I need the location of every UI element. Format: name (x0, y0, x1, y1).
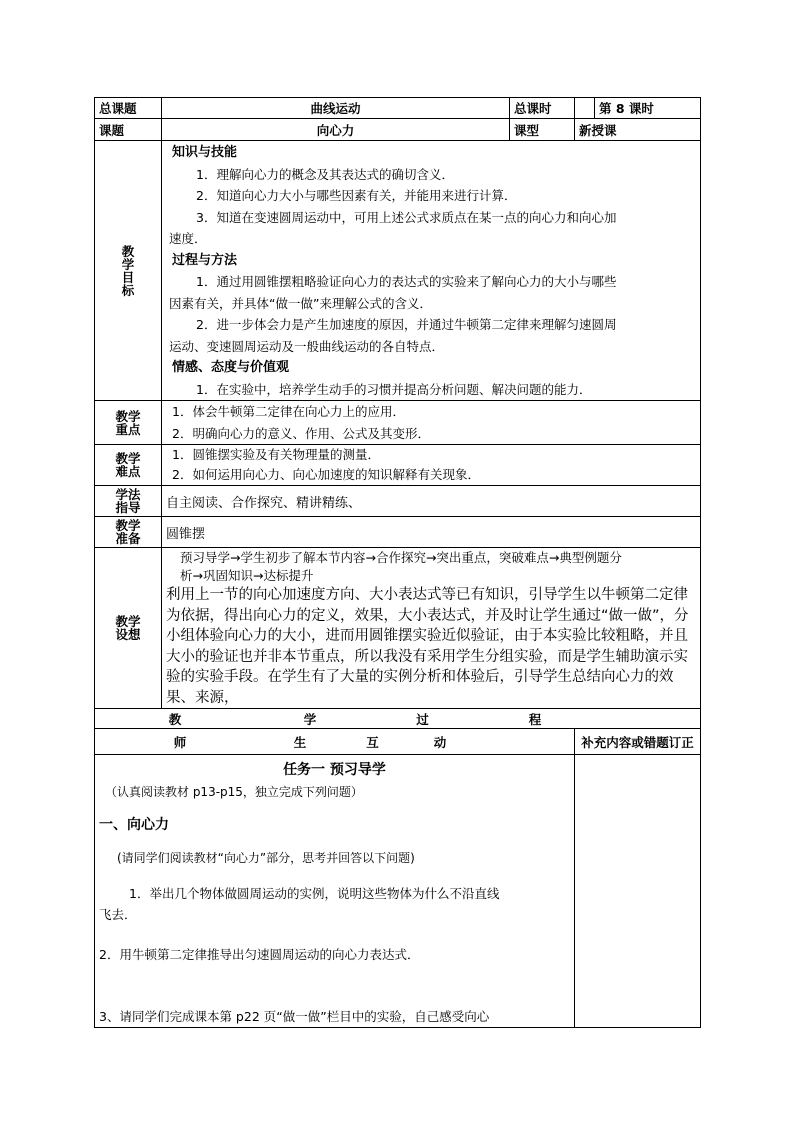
method-label-text: 学法 指导 (115, 487, 141, 515)
objective-line: 因素有关，并具体“做一做”来理解公式的含义． (169, 295, 432, 311)
objective-line: 2．知道向心力大小与哪些因素有关，并能用来进行计算． (196, 188, 517, 203)
key-points-label (95, 401, 162, 445)
objective-line: 1．理解向心力的概念及其表达式的确切含义． (196, 166, 454, 182)
supplement-area[interactable] (575, 755, 701, 1028)
process-header (95, 709, 701, 729)
prep-label (95, 517, 162, 548)
section-heading: 一、向心力 (99, 817, 169, 833)
key-point-line: 2．明确向心力的意义、作用、公式及其变形． (172, 425, 430, 441)
difficulty-line: 2．如何运用向心力、向心加速度的知识解释有关现象． (172, 467, 480, 482)
total-hours-value (575, 98, 595, 119)
question-1: 1．举出几个物体做圆周运动的实例，说明这些物体为什么不沿直线 (129, 886, 500, 901)
task-content (95, 755, 575, 1028)
objective-line: 速度． (169, 231, 207, 246)
prep-content: 圆锥摆 (162, 517, 701, 548)
process-title: 过程与方法 (172, 252, 238, 268)
objectives-label (95, 141, 162, 401)
knowledge-title: 知识与技能 (172, 145, 238, 160)
task-title: 任务一 预习导学 (283, 762, 386, 778)
supplement-header: 补充内容或错题订正 (575, 729, 701, 755)
lesson-number: 第 8 课时 (595, 98, 701, 119)
process-char: 程 (528, 711, 542, 727)
lesson-type-value: 新授课 (575, 119, 701, 141)
question-3: 3、请同学们完成课本第 p22 页“做一做”栏目中的实验，自己感受向心 (99, 1009, 490, 1024)
lesson-plan-table (94, 97, 701, 1028)
process-char: 过 (416, 711, 429, 727)
question-2: 2．用牛顿第二定律推导出匀速圆周运动的向心力表达式． (99, 947, 420, 962)
design-content (162, 548, 701, 709)
design-flow-line: 析→巩固知识→达标提升 (180, 568, 314, 583)
process-char: 学 (303, 711, 317, 727)
lesson-type-label: 课型 (510, 119, 575, 141)
objective-line: 运动、变速圆周运动及一般曲线运动的各自特点． (169, 338, 445, 354)
process-char: 教 (168, 711, 182, 727)
course-topic-label: 总课题 (95, 98, 162, 119)
course-topic-value: 曲线运动 (162, 98, 510, 119)
difficulties-label (95, 445, 162, 486)
task-note: （认真阅读教材 p13-p15，独立完成下列问题） (105, 785, 363, 799)
interaction-char: 互 (366, 734, 379, 750)
interaction-char: 师 (173, 734, 187, 750)
key-point-line: 1．体会牛顿第二定律在向心力上的应用． (172, 404, 405, 419)
interaction-char: 动 (433, 734, 447, 750)
method-label (95, 486, 162, 517)
question-1-cont: 飞去． (99, 907, 137, 922)
prep-label-text: 教学 准备 (115, 518, 141, 546)
key-points-content (162, 401, 701, 445)
lesson-topic-label: 课题 (95, 119, 162, 141)
design-paragraph: 利用上一节的向心加速度方向、大小表达式等已有知识，引导学生以牛顿第二定律为依据，得出向心力的定义，效果，大小表达式，并及时让学生通过“做一做”，分小组体验向心力的大小，进而用圆锥摆实验近似验证，由于本实验比较粗略，并且大小的验证也并非本节重点，所以我没有采用学生分组实验，而是学生辅助演示实验的实验手段。在学生有了大量的实例分析和体验后，引导学生总结向心力的效果、来源， (166, 587, 689, 706)
design-label (95, 548, 162, 709)
total-hours-label: 总课时 (510, 98, 575, 119)
method-content: 自主阅读、合作探究、精讲精练、 (162, 486, 701, 517)
objective-line: 3．知道在变速圆周运动中，可用上述公式求质点在某一点的向心力和向心加 (196, 209, 617, 225)
emotion-title: 情感、态度与价值观 (172, 360, 290, 375)
interaction-header (95, 729, 575, 755)
design-flow-line: 预习导学→学生初步了解本节内容→合作探究→突出重点，突破难点→典型例题分 (180, 550, 622, 565)
difficulties-label-text: 教学 难点 (115, 451, 141, 479)
objectives-content (162, 141, 701, 401)
objective-line: 2．进一步体会力是产生加速度的原因，并通过牛顿第二定律来理解匀速圆周 (196, 317, 617, 332)
lesson-topic-value: 向心力 (162, 119, 510, 141)
objective-line: 1．在实验中，培养学生动手的习惯并提高分析问题、解决问题的能力． (196, 381, 592, 397)
difficulty-line: 1．圆锥摆实验及有关物理量的测量． (172, 447, 380, 462)
task-instruction: (请同学们阅读教材“向心力”部分，思考并回答以下问题) (117, 851, 415, 865)
key-points-label-text: 教学 重点 (115, 408, 141, 437)
difficulties-content (162, 445, 701, 486)
interaction-char: 生 (293, 734, 307, 750)
objective-line: 1．通过用圆锥摆粗略验证向心力的表达式的实验来了解向心力的大小与哪些 (196, 274, 617, 289)
design-label-text: 教学 设想 (115, 614, 141, 642)
objectives-label-text: 教 学 目 标 (121, 243, 135, 298)
